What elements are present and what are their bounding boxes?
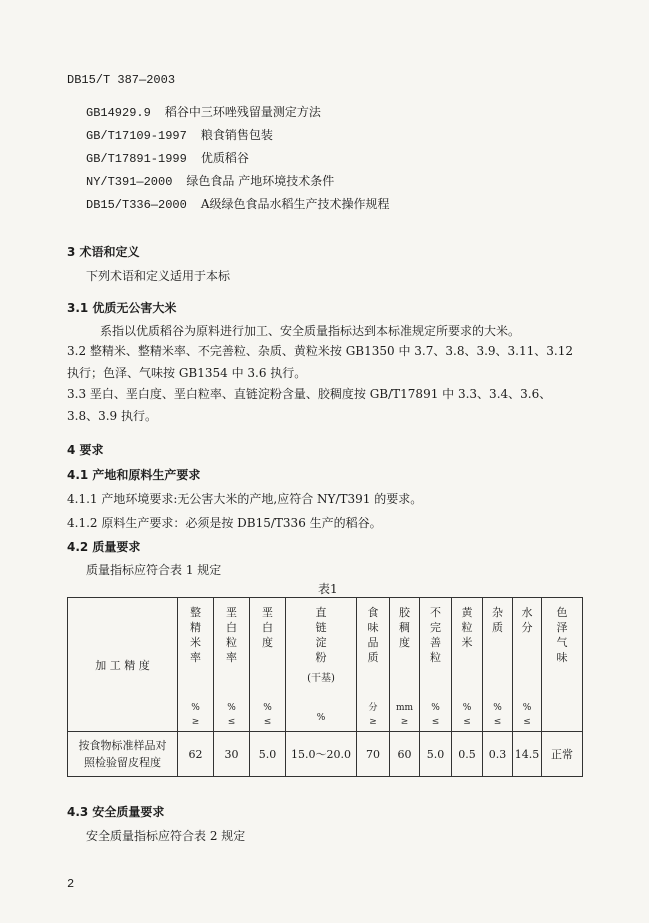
column-unit: % — [316, 713, 326, 723]
table-column-header — [178, 598, 214, 732]
section-4-1-heading: 4.1 产地和原料生产要求 — [67, 468, 201, 482]
column-operator: ≥ — [400, 717, 409, 727]
table-cell: 15.0～20.0 — [286, 732, 357, 777]
column-unit: % — [263, 703, 272, 713]
column-name: 整精米率 — [190, 606, 201, 664]
column-name: 黄粒米 — [461, 606, 473, 649]
quality-table — [67, 597, 583, 777]
table-cell: 正常 — [542, 732, 583, 777]
table-row-label-text: 按食物标准样品对照检验留皮程度 — [78, 739, 167, 769]
section-3-3-body: 3.3 垩白、垩白度、垩白粒率、直链淀粉含量、胶稠度按 GB/T17891 中 3.3、3.4、3.6、3.8、3.9 执行。 — [67, 387, 552, 423]
column-operator: ≤ — [463, 717, 471, 727]
reference-code: GB/T17891-1999 — [86, 152, 187, 166]
section-3-1-heading: 3.1 优质无公害大米 — [67, 301, 177, 315]
table-cell: 70 — [357, 732, 390, 777]
column-name: 垩白度 — [262, 606, 273, 649]
column-name: 水分 — [521, 606, 533, 634]
column-unit: % — [191, 703, 200, 713]
table-column-header — [513, 598, 542, 732]
column-name: 杂质 — [492, 606, 503, 634]
section-4-2-body: 质量指标应符合表 1 规定 — [86, 563, 222, 577]
section-4-3-body: 安全质量指标应符合表 2 规定 — [86, 829, 246, 843]
reference-item — [86, 174, 334, 189]
table-column-header — [357, 598, 390, 732]
section-4-3-heading: 4.3 安全质量要求 — [67, 805, 165, 819]
reference-item — [86, 197, 390, 212]
table-row — [68, 732, 583, 777]
column-operator: ≤ — [263, 717, 272, 727]
column-operator: ≤ — [523, 717, 531, 727]
reference-title: 稻谷中三环唑残留量测定方法 — [164, 105, 321, 119]
table-cell: 30 — [214, 732, 250, 777]
reference-code: DB15/T336—2000 — [86, 198, 187, 212]
column-operator: ≤ — [227, 717, 236, 727]
table-column-header — [250, 598, 286, 732]
table-cell: 5.0 — [420, 732, 452, 777]
table-cell: 0.3 — [483, 732, 513, 777]
column-operator: ≤ — [431, 717, 440, 727]
table-column-header — [420, 598, 452, 732]
column-operator: ≥ — [191, 717, 200, 727]
table-column-header — [452, 598, 483, 732]
column-operator: ≥ — [369, 717, 377, 727]
table-cell: 60 — [390, 732, 420, 777]
column-name: 色泽气味 — [556, 606, 568, 664]
column-name: 垩白粒率 — [226, 606, 237, 664]
section-4-2-heading: 4.2 质量要求 — [67, 540, 141, 554]
reference-code: NY/T391—2000 — [86, 175, 173, 189]
column-name: 食味品质 — [367, 606, 379, 664]
table-cell: 62 — [178, 732, 214, 777]
table-caption: 表1 — [318, 582, 338, 596]
reference-title: A级绿色食品水稻生产技术操作规程 — [200, 197, 390, 211]
column-unit: mm — [395, 703, 414, 713]
table-header-row — [68, 598, 583, 732]
section-3-intro: 下列术语和定义适用于本标 — [86, 269, 231, 283]
reference-code: GB14929.9 — [86, 106, 151, 120]
section-3-1-body: 系指以优质稻谷为原料进行加工、安全质量指标达到本标准规定所要求的大米。 — [100, 324, 521, 338]
page-number: 2 — [67, 877, 75, 891]
column-operator: ≤ — [493, 717, 502, 727]
section-4-1-2-body: 4.1.2 原料生产要求：必须是按 DB15/T336 生产的稻谷。 — [67, 516, 382, 530]
column-unit: % — [493, 703, 502, 713]
table-column-header — [390, 598, 420, 732]
column-name: 胶稠度 — [399, 606, 410, 649]
section-3-2-body: 3.2 整精米、整精米率、不完善粒、杂质、黄粒米按 GB1350 中 3.7、3.8、3.9、3.11、3.12 执行；色泽、气味按 GB1354 中 3.6 执行。 — [67, 344, 573, 380]
doc-code: DB15/T 387—2003 — [67, 73, 176, 87]
column-unit: % — [431, 703, 440, 713]
reference-title: 绿色食品 产地环境技术条件 — [186, 174, 335, 188]
column-name: 直链淀粉 — [315, 606, 327, 664]
column-unit: % — [522, 703, 532, 713]
table-cell: 0.5 — [452, 732, 483, 777]
table-column-header — [286, 598, 357, 732]
column-name: 不完善粒 — [430, 606, 441, 664]
table-row-header-label: 加 工 精 度 — [95, 658, 150, 672]
reference-item — [86, 151, 249, 166]
column-unit: 分 — [368, 703, 378, 713]
section-4-heading: 4 要求 — [67, 443, 104, 457]
column-unit: % — [462, 703, 472, 713]
reference-title: 优质稻谷 — [200, 151, 249, 165]
table-cell: 14.5 — [513, 732, 542, 777]
reference-item — [86, 105, 321, 120]
section-3-heading: 3 术语和定义 — [67, 245, 140, 259]
table-cell: 5.0 — [250, 732, 286, 777]
table-row-label — [68, 732, 178, 777]
reference-title: 粮食销售包装 — [200, 128, 273, 142]
section-4-1-1-body: 4.1.1 产地环境要求:无公害大米的产地,应符合 NY/T391 的要求。 — [67, 492, 423, 506]
reference-item — [86, 128, 273, 143]
table-column-header — [483, 598, 513, 732]
table-row-header — [68, 598, 178, 732]
table-column-header — [214, 598, 250, 732]
table-column-header — [542, 598, 583, 732]
reference-code: GB/T17109-1997 — [86, 129, 187, 143]
column-note: (干基) — [307, 673, 335, 684]
column-unit: % — [227, 703, 236, 713]
